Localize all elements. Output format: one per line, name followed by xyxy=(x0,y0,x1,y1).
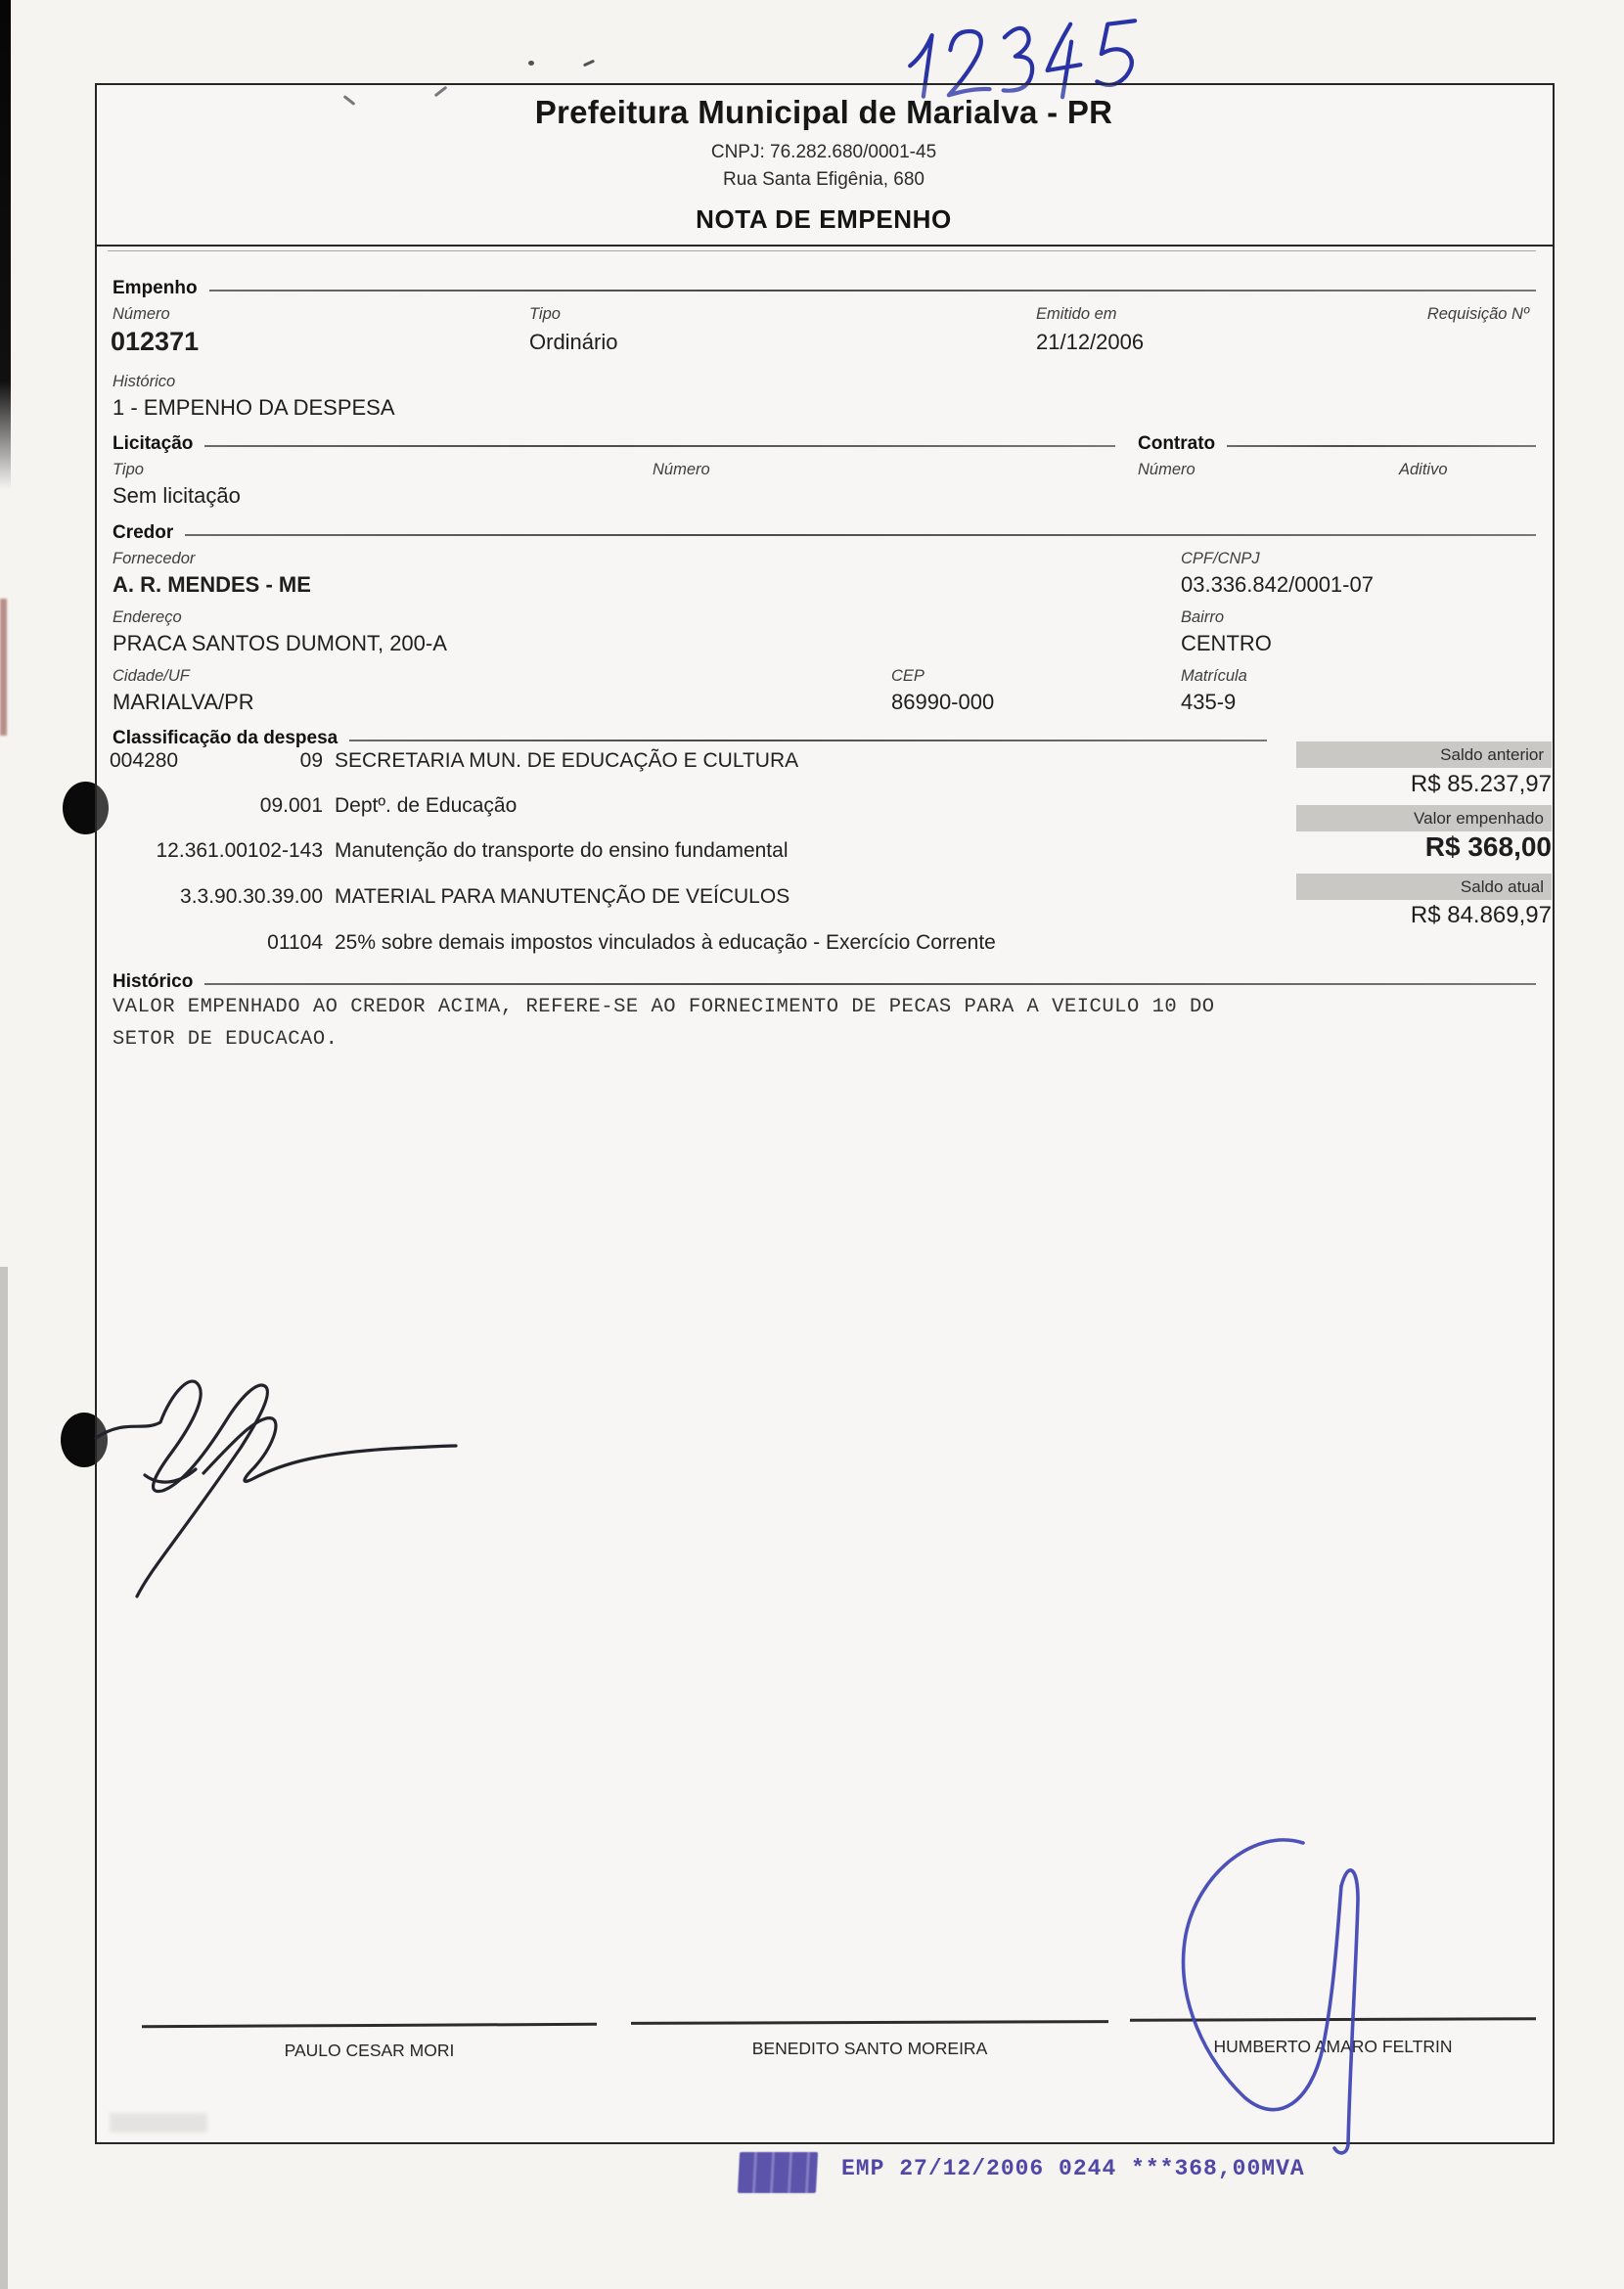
historico-text-line2: SETOR DE EDUCACAO. xyxy=(113,1028,338,1051)
signature-stroke xyxy=(1184,1840,1341,2110)
classification-desc: MATERIAL PARA MANUTENÇÃO DE VEÍCULOS xyxy=(335,885,790,908)
section-empenho xyxy=(113,278,1536,299)
empenho-tipo-value: Ordinário xyxy=(529,330,618,354)
stamp-logo xyxy=(738,2152,818,2193)
section-credor xyxy=(113,522,1536,544)
section-licitacao-label: Licitação xyxy=(113,433,194,454)
section-contrato-label: Contrato xyxy=(1138,433,1216,454)
signatory-name: HUMBERTO AMARO FELTRIN xyxy=(1213,2037,1453,2056)
ink-dot xyxy=(583,60,595,67)
section-classificacao-label: Classificação da despesa xyxy=(113,728,338,748)
matricula-label: Matrícula xyxy=(1181,667,1247,685)
classification-code: 09.001 xyxy=(259,794,323,817)
header-cnpj: CNPJ: 76.282.680/0001-45 xyxy=(710,142,937,162)
classification-row xyxy=(95,839,1318,867)
fornecedor-label: Fornecedor xyxy=(113,550,196,567)
handwritten-signature-black xyxy=(86,1358,477,1610)
saldo-anterior-value: R$ 85.237,97 xyxy=(1410,771,1552,797)
cep-label: CEP xyxy=(891,667,925,685)
section-rule xyxy=(209,290,1536,292)
page-title: Prefeitura Municipal de Marialva - PR xyxy=(534,94,1113,130)
header-address: Rua Santa Efigênia, 680 xyxy=(723,169,925,190)
section-rule xyxy=(349,740,1267,741)
saldo-atual-bar: Saldo atual xyxy=(1296,874,1552,900)
header-divider xyxy=(95,245,1553,247)
valor-empenhado-value: R$ 368,00 xyxy=(1424,831,1552,862)
contrato-aditivo-label: Aditivo xyxy=(1399,461,1448,478)
scan-edge-gray xyxy=(0,1267,8,2289)
classification-code: 09 xyxy=(299,749,323,772)
licitacao-tipo-value: Sem licitação xyxy=(113,483,241,508)
classification-code: 12.361.00102-143 xyxy=(156,839,323,862)
endereco-value: PRACA SANTOS DUMONT, 200-A xyxy=(113,631,447,655)
handwritten-digit-3 xyxy=(1000,27,1033,91)
section-classificacao xyxy=(113,728,1267,749)
signature-stroke xyxy=(96,1381,267,1596)
scan-edge-red-mark xyxy=(0,599,7,736)
classification-row xyxy=(95,794,1318,822)
cidade-uf-value: MARIALVA/PR xyxy=(113,690,254,714)
section-empenho-label: Empenho xyxy=(113,278,198,298)
fornecedor-value: A. R. MENDES - ME xyxy=(113,572,311,597)
handwritten-signature-blue xyxy=(1147,1825,1440,2163)
matricula-value: 435-9 xyxy=(1181,690,1237,714)
tipo-label: Tipo xyxy=(529,305,561,323)
requisicao-label: Requisição Nº xyxy=(1426,305,1529,323)
classification-desc: Manutenção do transporte do ensino fundamental xyxy=(335,839,789,862)
classification-desc: 25% sobre demais impostos vinculados à educação - Exercício Corrente xyxy=(335,931,996,954)
emitido-label: Emitido em xyxy=(1036,305,1117,323)
scan-edge-black xyxy=(0,0,11,489)
classification-row xyxy=(95,931,1318,959)
classification-desc: SECRETARIA MUN. DE EDUCAÇÃO E CULTURA xyxy=(335,749,799,772)
empenho-historico-label: Histórico xyxy=(113,373,176,390)
section-historico xyxy=(113,971,1536,993)
empenho-emitido-value: 21/12/2006 xyxy=(1036,330,1145,354)
saldo-anterior-bar: Saldo anterior xyxy=(1296,741,1552,768)
cpf-cnpj-label: CPF/CNPJ xyxy=(1181,550,1260,567)
section-credor-label: Credor xyxy=(113,522,174,543)
signatory-name: PAULO CESAR MORI xyxy=(284,2041,455,2060)
section-rule xyxy=(204,983,1536,985)
classification-code: 01104 xyxy=(267,931,323,954)
endereco-label: Endereço xyxy=(113,608,182,626)
document-type-title: NOTA DE EMPENHO xyxy=(696,204,952,234)
section-contrato xyxy=(1138,433,1536,455)
signature-stroke xyxy=(203,1418,456,1482)
numero-label: Número xyxy=(113,305,170,323)
classification-code: 3.3.90.30.39.00 xyxy=(180,885,323,908)
empenho-numero-value: 012371 xyxy=(111,327,200,356)
signatory-name: BENEDITO SANTO MOREIRA xyxy=(751,2039,988,2058)
section-rule xyxy=(185,534,1536,536)
section-historico-label: Histórico xyxy=(113,971,194,992)
ink-dot xyxy=(528,61,534,66)
section-rule xyxy=(204,445,1115,447)
bairro-value: CENTRO xyxy=(1181,631,1272,655)
handwritten-digit-5 xyxy=(1094,21,1138,85)
section-licitacao xyxy=(113,433,1115,455)
cpf-cnpj-value: 03.336.842/0001-07 xyxy=(1181,572,1374,597)
classification-row xyxy=(95,885,1318,913)
bairro-label: Bairro xyxy=(1181,608,1225,626)
header-divider-echo xyxy=(108,250,1536,251)
licitacao-numero-label: Número xyxy=(653,461,710,478)
empenho-historico-value: 1 - EMPENHO DA DESPESA xyxy=(113,395,395,420)
contrato-numero-label: Número xyxy=(1138,461,1195,478)
valor-empenhado-bar: Valor empenhado xyxy=(1296,805,1552,831)
classification-row xyxy=(95,749,1318,777)
stamp-text: EMP 27/12/2006 0244 ***368,00MVA xyxy=(841,2156,1305,2181)
licitacao-tipo-label: Tipo xyxy=(113,461,144,478)
classification-desc: Deptº. de Educação xyxy=(335,794,518,817)
cep-value: 86990-000 xyxy=(891,690,995,714)
classification-code-left: 004280 xyxy=(110,749,179,772)
historico-text-line1: VALOR EMPENHADO AO CREDOR ACIMA, REFERE-SE AO FORNECIMENTO DE PECAS PARA A VEICULO 10 DO xyxy=(113,996,1215,1018)
saldo-atual-value: R$ 84.869,97 xyxy=(1410,902,1552,928)
cidade-uf-label: Cidade/UF xyxy=(113,667,190,685)
section-rule xyxy=(1227,445,1536,447)
